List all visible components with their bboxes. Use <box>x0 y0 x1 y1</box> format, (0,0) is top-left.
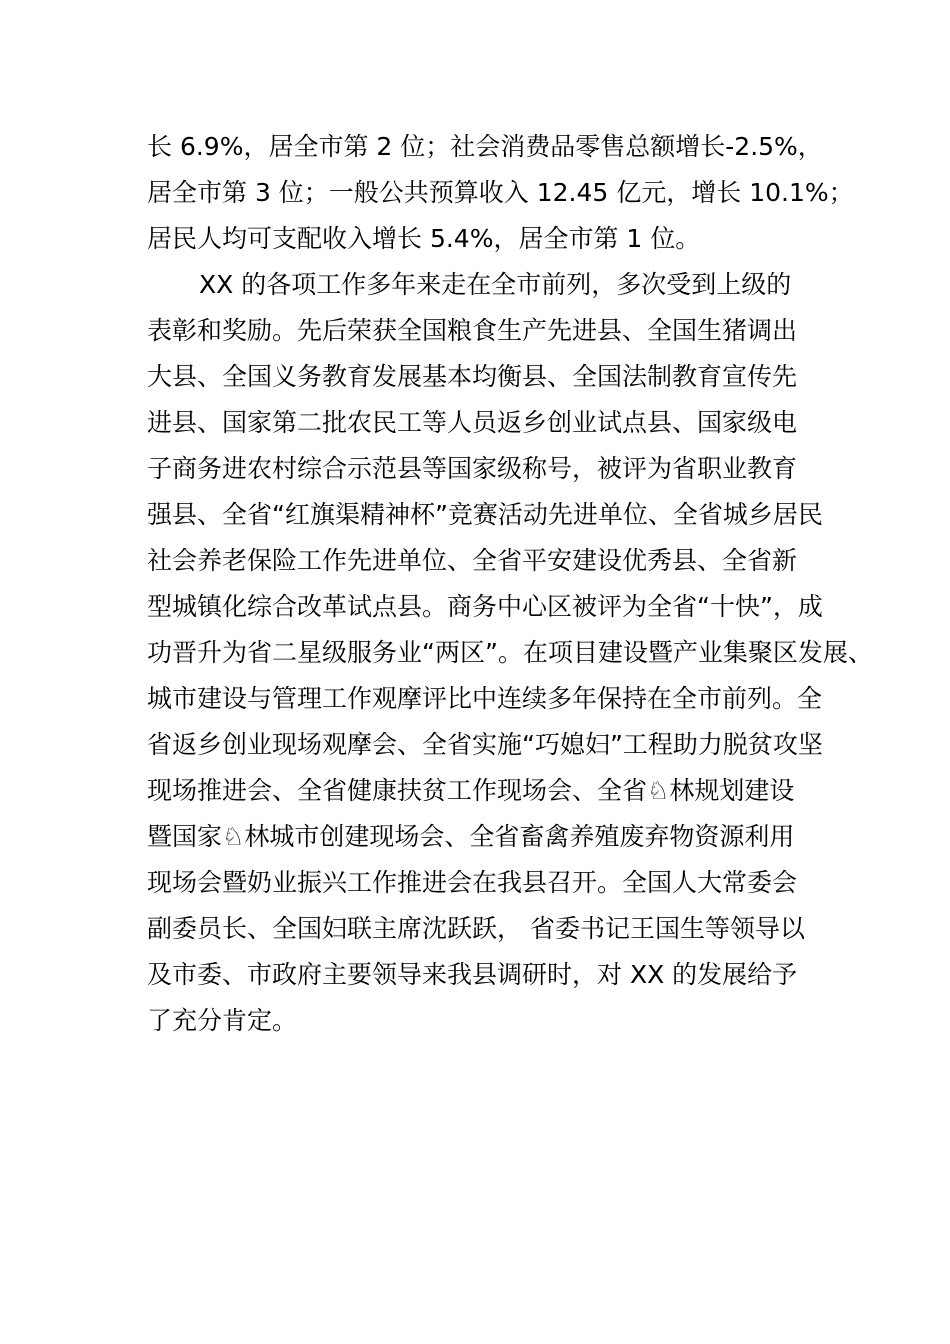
text-line: 及市委、市政府主要领导来我县调研时，对 XX 的发展给予 <box>147 960 798 989</box>
text-line: 强县、全省“红旗渠精神杯”竞赛活动先进单位、全省城乡居民 <box>147 500 823 529</box>
text-line: 现场会暨奶业振兴工作推进会在我县召开。全国人大常委会 <box>147 868 798 897</box>
document-body <box>147 124 873 1044</box>
text-line: 进县、国家第二批农民工等人员返乡创业试点县、国家级电 <box>147 408 798 437</box>
text-line: 社会养老保险工作先进单位、全省平安建设优秀县、全省新 <box>147 546 798 575</box>
text-line: 表彰和奖励。先后荣获全国粮食生产先进县、全国生猪调出 <box>147 316 798 345</box>
text-line: 省返乡创业现场观摩会、全省实施“巧媳妇”工程助力脱贫攻坚 <box>147 730 823 759</box>
text-line: 型城镇化综合改革试点县。商务中心区被评为全省“十快”，成 <box>147 592 823 621</box>
text-line: 功晋升为省二星级服务业“两区”。在项目建设暨产业集聚区发展、 <box>147 638 873 667</box>
paragraph-2 <box>147 262 873 1044</box>
text-line: 居民人均可支配收入增长 5.4%，居全市第 1 位。 <box>147 224 701 253</box>
text-line: 了充分肯定。 <box>147 1006 298 1035</box>
text-line: 长 6.9%，居全市第 2 位；社会消费品零售总额增长-2.5%， <box>147 132 823 161</box>
text-line: 城市建设与管理工作观摩评比中连续多年保持在全市前列。全 <box>147 684 823 713</box>
text-line: 现场推进会、全省健康扶贫工作现场会、全省♘林规划建设 <box>147 776 795 805</box>
text-line: 居全市第 3 位；一般公共预算收入 12.45 亿元，增长 10.1%； <box>147 178 854 207</box>
text-line: 暨国家♘林城市创建现场会、全省畜禽养殖废弃物资源利用 <box>147 822 795 851</box>
paragraph-1 <box>147 124 854 262</box>
text-line: 子商务进农村综合示范县等国家级称号，被评为省职业教育 <box>147 454 798 483</box>
text-line: 大县、全国义务教育发展基本均衡县、全国法制教育宣传先 <box>147 362 798 391</box>
text-line: 副委员长、全国妇联主席沈跃跃， 省委书记王国生等领导以 <box>147 914 805 943</box>
text-line: XX 的各项工作多年来走在全市前列，多次受到上级的 <box>199 270 792 299</box>
